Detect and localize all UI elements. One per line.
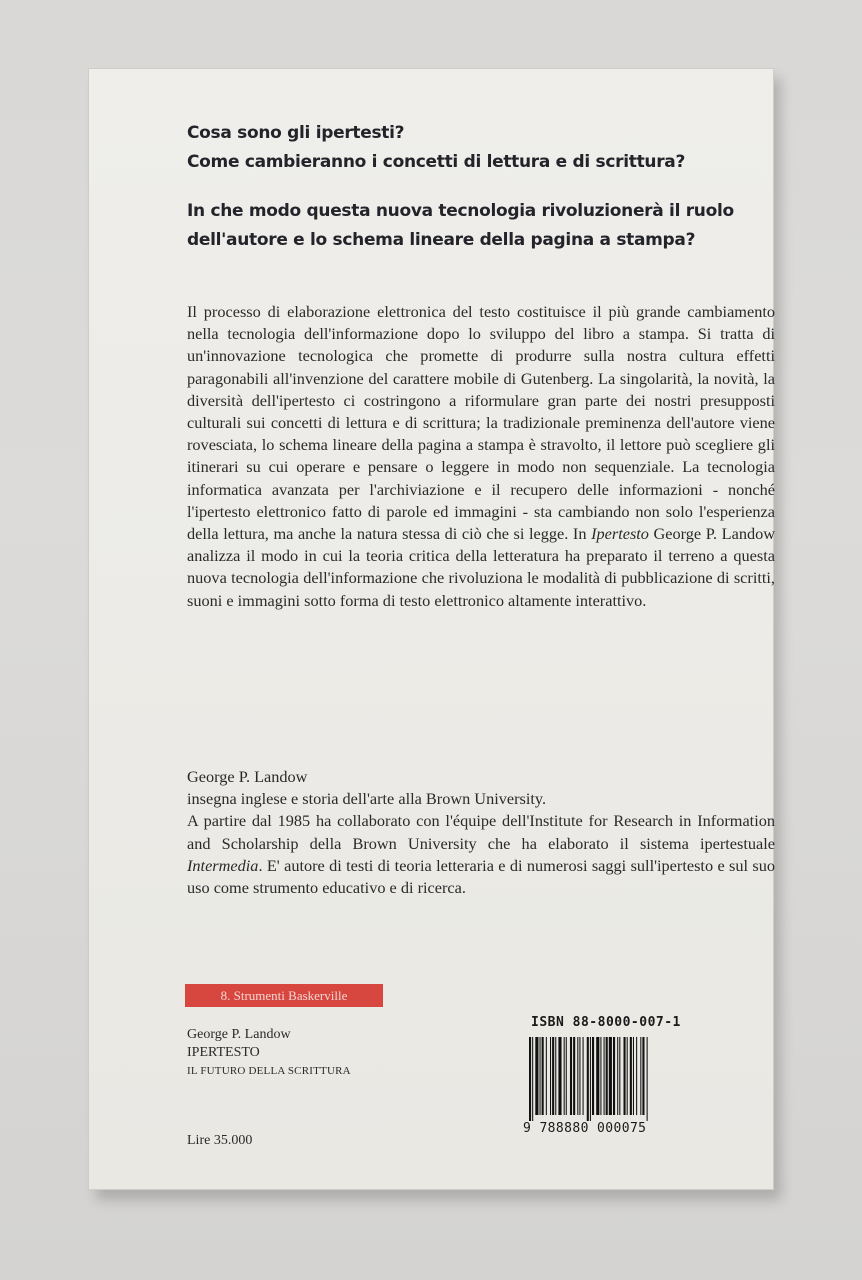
barcode-bar: [636, 1037, 637, 1115]
heading-question-1: Cosa sono gli ipertesti?: [187, 123, 405, 143]
colophon-title: IPERTESTO: [187, 1045, 260, 1060]
barcode-bar: [529, 1037, 531, 1121]
barcode-bar: [627, 1037, 628, 1115]
barcode-bar: [573, 1037, 575, 1115]
author-role: insegna inglese e storia dell'arte alla Brown University.: [187, 789, 547, 809]
barcode-bar: [613, 1037, 615, 1115]
barcode-bar: [555, 1037, 556, 1115]
description-text-2: George P. Landow analizza il modo in cui la teoria critica della letteratura ha preparato il terreno a questa nuova tecnologia dell'informazione che rivoluziona le modalità di pubblicazione di scritti, suoni e immagini sotto forma di testo elettronico altamente interattivo.: [187, 524, 775, 610]
cover-headings: [187, 119, 747, 255]
colophon: [187, 1026, 351, 1080]
barcode-bar: [596, 1037, 599, 1115]
author-bio-text-2: . E' autore di testi di teoria letteraria e di numerosi saggi sull'ipertesto e sul suo uso come strumento educativo e di ricerca.: [187, 855, 775, 898]
barcode-bar: [564, 1037, 565, 1115]
isbn-label: ISBN 88-8000-007-1: [531, 1015, 681, 1030]
barcode-bar: [579, 1037, 580, 1115]
barcode-bar: [590, 1037, 591, 1121]
barcode-bar: [540, 1037, 541, 1115]
author-bio-text-1: A partire dal 1985 ha collaborato con l'équipe dell'Institute for Research in Information and Scholarship della Brown University che ha elaborato il sistema ipertestuale: [187, 811, 775, 853]
barcode-bar: [619, 1037, 620, 1115]
heading-question-2: Come cambieranno i concetti di lettura e di scrittura?: [187, 152, 686, 172]
colophon-author: George P. Landow: [187, 1027, 291, 1042]
barcode-bar: [546, 1037, 547, 1115]
description-book-title: Ipertesto: [591, 524, 649, 544]
barcode-bar: [640, 1037, 641, 1115]
barcode-bar: [604, 1037, 605, 1115]
description-text-1: Il processo di elaborazione elettronica del testo costituisce il più grande cambiamento nella tecnologia dell'informazione dopo lo sviluppo del libro a stampa. Si tratta di un'innovazione tecnologica che promette di produrre sulla nostra cultura effetti paragonabili all'invenzione del carattere mobile di Gutenberg. La singolarità, la novità, la diversità dell'ipertesto ci costringono a riformulare gran parte dei nostri presupposti culturali sui concetti di lettura e di scrittura; la tradizionale preminenza dell'autore viene rovesciata, lo schema lineare della pagina a stampa è stravolto, il lettore può scegliere gli itinerari su cui operare e pensare o leggere in modo non sequenziale. La tecnologia informatica avanzata per l'archiviazione e il recupero delle informazioni - nonché l'ipertesto elettronico fatto di parole ed immagini - sta cambiando non solo l'esperienza della lettura, ma anche la natura stessa di ciò che si legge. In: [187, 302, 775, 544]
barcode-bar: [587, 1037, 589, 1121]
barcode-bar: [630, 1037, 632, 1115]
barcode-bar: [600, 1037, 601, 1115]
barcode-bar: [542, 1037, 544, 1115]
barcode-bar: [532, 1037, 533, 1121]
barcode-bar: [642, 1037, 644, 1115]
barcode-bar: [592, 1037, 594, 1115]
book-description: [187, 301, 775, 612]
author-bio-system: Intermedia: [187, 855, 259, 875]
barcode-bar: [558, 1037, 561, 1115]
barcode-bar: [647, 1037, 648, 1121]
book-back-cover: [88, 68, 774, 1190]
barcode-bar: [577, 1037, 578, 1115]
barcode-bar: [550, 1037, 551, 1115]
barcode-bar: [633, 1037, 634, 1115]
series-label: 8. Strumenti Baskerville: [185, 984, 383, 1007]
barcode-bar: [583, 1037, 584, 1115]
description-paragraph: [187, 301, 775, 612]
barcode-bar: [570, 1037, 572, 1115]
barcode-bar: [606, 1037, 608, 1115]
barcode-bar: [535, 1037, 538, 1115]
barcode-icon: [529, 1037, 675, 1121]
barcode-digits: 9 788880 000075: [523, 1121, 647, 1136]
colophon-subtitle: IL FUTURO DELLA SCRITTURA: [187, 1065, 351, 1077]
author-name: George P. Landow: [187, 767, 308, 786]
heading-question-3: In che modo questa nuova tecnologia rivoluzionerà il ruolo dell'autore e lo schema lineare della pagina a stampa?: [187, 201, 734, 250]
author-bio: [187, 766, 775, 899]
barcode-bar: [617, 1037, 618, 1115]
barcode-bar: [566, 1037, 567, 1115]
barcode-bar: [609, 1037, 612, 1115]
barcode-bar: [552, 1037, 554, 1115]
price: Lire 35.000: [187, 1133, 253, 1148]
barcode-bar: [624, 1037, 626, 1115]
author-bio-paragraph: [187, 810, 775, 899]
